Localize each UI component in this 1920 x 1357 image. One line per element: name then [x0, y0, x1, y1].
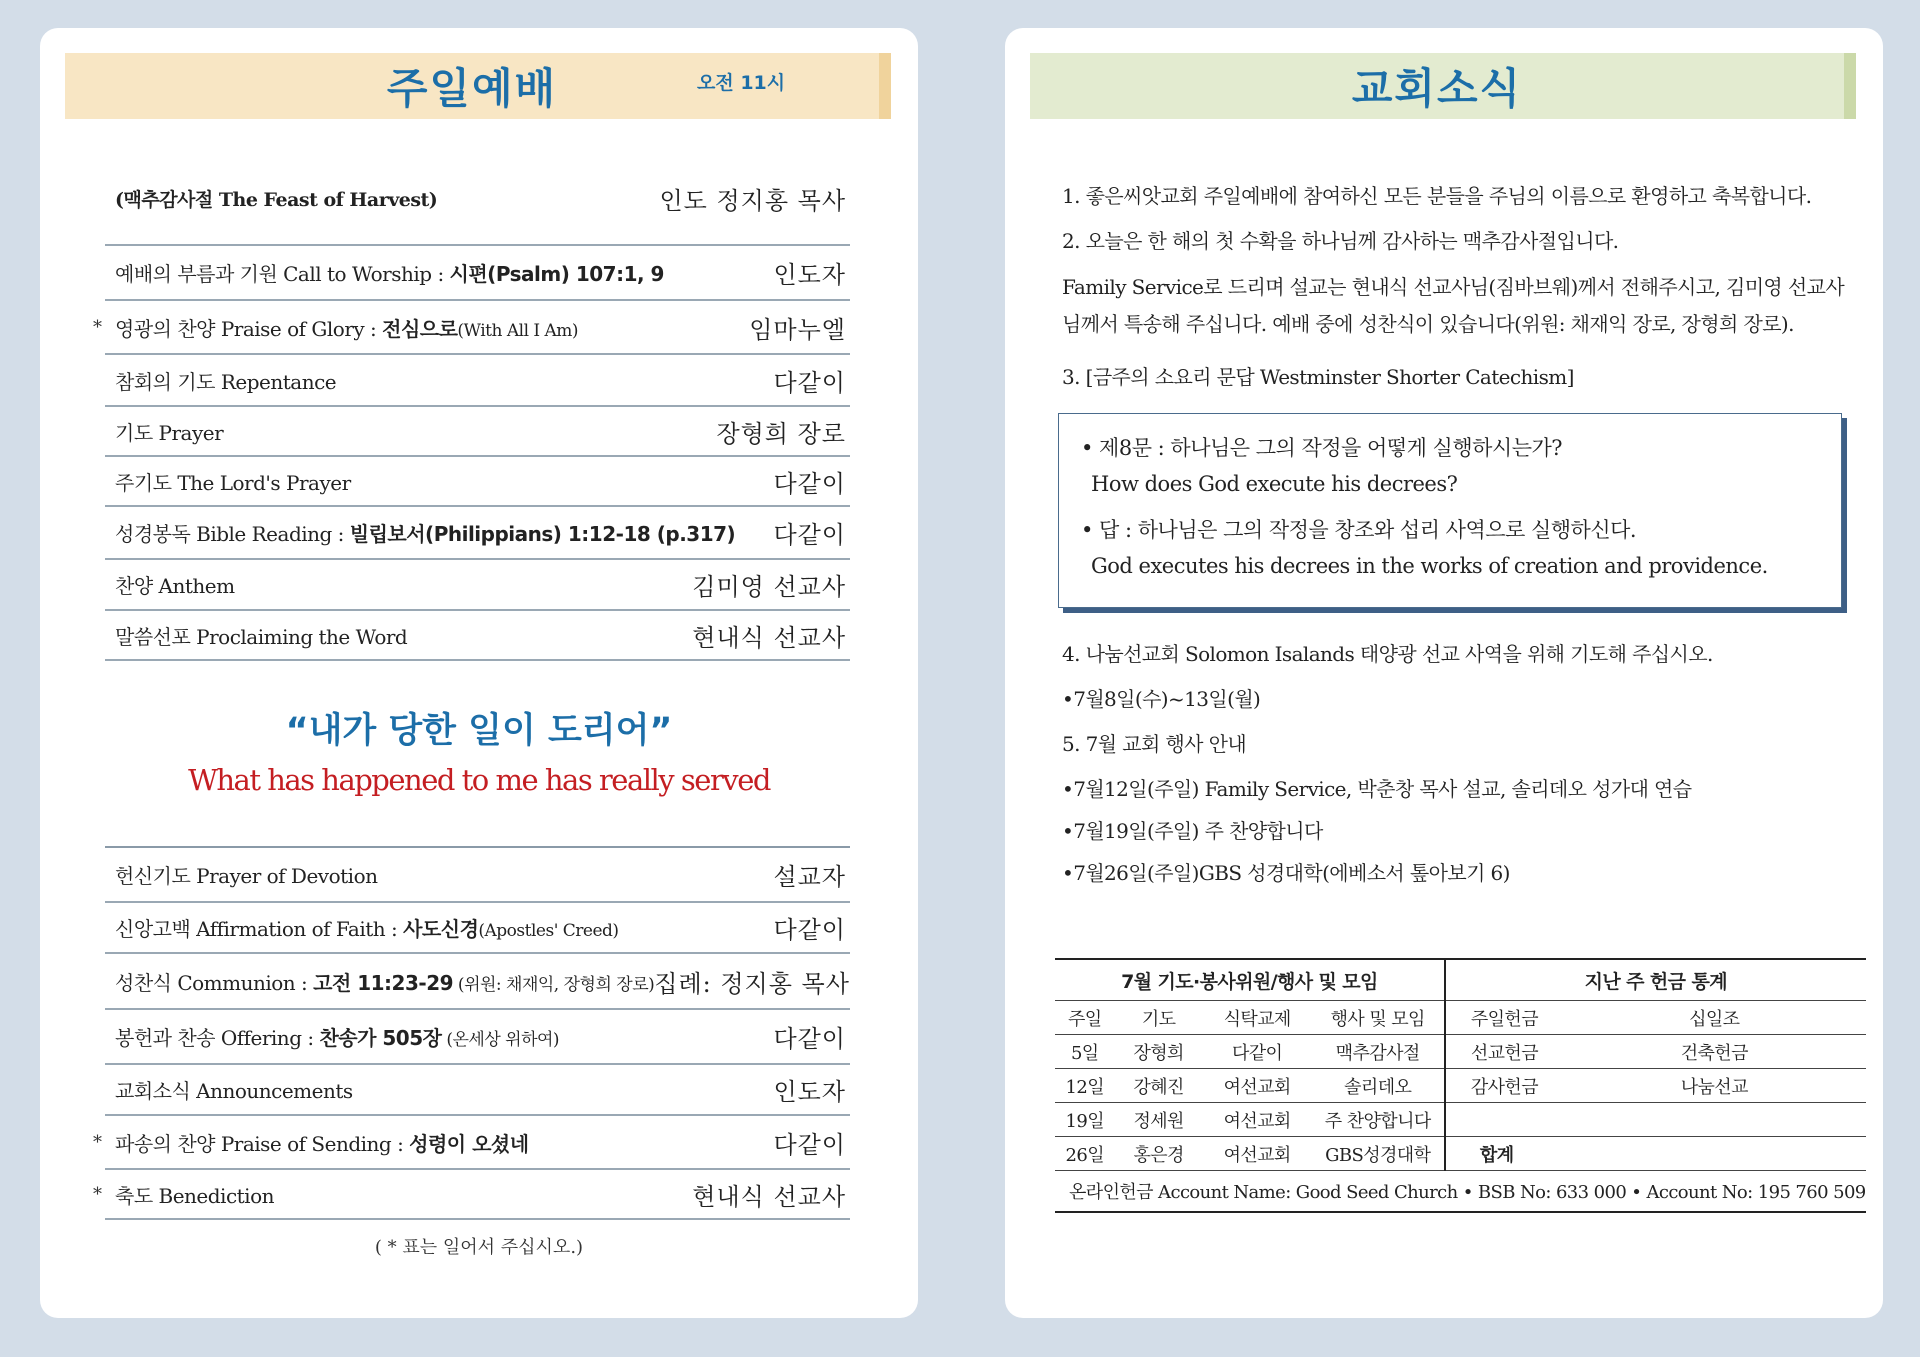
- schedule-cell-date: 5일: [1055, 1035, 1115, 1069]
- order-item-benediction: [115, 1180, 274, 1209]
- schedule-cell-event: GBS성경대학: [1312, 1137, 1445, 1171]
- order-leader: 집례: 정지홍 목사: [654, 969, 850, 998]
- order-row-announcements: [105, 1065, 850, 1116]
- catechism-question-ko: • 제8문 : 하나님은 그의 작정을 어떻게 실행하시는가?: [1081, 436, 1563, 460]
- schedule-cell-offering-1: 선교헌금: [1445, 1035, 1563, 1069]
- feast-name: (맥추감사절 The Feast of Harvest): [115, 189, 438, 211]
- news-item-4: 4. 나눔선교회 Solomon Isalands 태양광 선교 사역을 위해 기도해 주십시오.: [1062, 642, 1713, 666]
- schedule-body: [1055, 1035, 1866, 1171]
- schedule-title-row: [1055, 959, 1866, 1001]
- order-item-announcements: [115, 1075, 353, 1104]
- schedule-cell-offering-2: 건축헌금: [1563, 1035, 1866, 1069]
- order-item-reference: 빌립보서(Philippians) 1:12-18 (p.317): [349, 522, 736, 546]
- schedule-right-title: 지난 주 헌금 통계: [1445, 959, 1866, 1001]
- schedule-cell-event: 맥추감사절: [1312, 1035, 1445, 1069]
- standing-note: ( * 표는 일어서 주십시오.): [374, 1237, 584, 1258]
- order-leader: 장형희 장로: [716, 419, 846, 448]
- offering-header-sunday: 주일헌금: [1445, 1001, 1563, 1035]
- order-item-note: (위원: 채재익, 장형희 장로): [453, 974, 655, 995]
- order-item-text: 성경봉독 Bible Reading :: [115, 522, 350, 546]
- order-item-text: 신앙고백 Affirmation of Faith :: [115, 917, 404, 941]
- feast-leader: 인도 정지홍 목사: [659, 187, 846, 215]
- schedule-cell-prayer: 정세원: [1115, 1103, 1203, 1137]
- schedule-cell-meal: 다같이: [1203, 1035, 1312, 1069]
- news-page: [1005, 28, 1883, 1318]
- order-leader: 설교자: [773, 863, 846, 891]
- schedule-cell-date: 12일: [1055, 1069, 1115, 1103]
- order-row-communion: [105, 954, 850, 1010]
- order-item-praise-of-glory: [115, 313, 578, 342]
- news-item-1: 1. 좋은씨앗교회 주일예배에 참여하신 모든 분들을 주님의 이름으로 환영하고 축복합니다.: [1062, 184, 1812, 208]
- order-row-prayer-of-devotion: [105, 848, 850, 903]
- order-item-text: 교회소식 Announcements: [115, 1079, 353, 1103]
- order-row-praise-of-sending: [93, 1116, 850, 1170]
- order-row-call-to-worship: [105, 246, 850, 301]
- order-item-note: (With All I Am): [457, 320, 579, 341]
- order-leader: 다같이: [773, 1025, 846, 1053]
- schedule-cell-date: 19일: [1055, 1103, 1115, 1137]
- news-title: 교회소식: [1351, 64, 1523, 113]
- schedule-table: [1055, 958, 1866, 1213]
- schedule-row: [1055, 1103, 1866, 1137]
- order-item-praise-of-sending: [115, 1128, 529, 1157]
- news-item-5-event-2: •7월19일(주일) 주 찬양합니다: [1062, 819, 1323, 843]
- order-leader: 다같이: [773, 368, 846, 397]
- order-leader: 다같이: [773, 916, 846, 944]
- catechism-question-en: How does God execute his decrees?: [1091, 472, 1458, 496]
- order-item-text: 축도 Benediction: [115, 1183, 275, 1208]
- order-leader: 다같이: [773, 521, 846, 549]
- schedule-cell-offering-2: 나눔선교: [1563, 1069, 1866, 1103]
- order-item-text: 주기도 The Lord's Prayer: [115, 470, 351, 495]
- order-item-bible-reading: [115, 518, 735, 547]
- order-item-text: 참회의 기도 Repentance: [115, 369, 337, 394]
- schedule-column-header-row: [1055, 1001, 1866, 1035]
- feast-header-row: [105, 153, 850, 246]
- standing-star: *: [93, 1183, 102, 1205]
- news-title-bar: [1030, 53, 1856, 119]
- schedule-cell-meal: 여선교회: [1203, 1137, 1312, 1171]
- order-of-worship-part1: [93, 153, 850, 661]
- order-row-bible-reading: [105, 507, 850, 560]
- schedule-cell-prayer: 홍은경: [1115, 1137, 1203, 1171]
- order-item-reference: 성령이 오셨네: [409, 1131, 529, 1156]
- order-item-note: (온세상 위하여): [441, 1030, 560, 1050]
- order-item-text: 봉헌과 찬송 Offering :: [115, 1026, 320, 1050]
- order-leader: 인도자: [773, 261, 846, 289]
- order-row-benediction: [93, 1170, 850, 1220]
- order-item-note: (Apostles' Creed): [478, 921, 619, 941]
- catechism-answer-ko: • 답 : 하나님은 그의 작정을 창조와 섭리 사역으로 실행하신다.: [1081, 518, 1637, 542]
- order-row-affirmation-of-faith: [105, 903, 850, 954]
- order-item-lords-prayer: [115, 467, 351, 496]
- catechism-answer-en: God executes his decrees in the works of creation and providence.: [1091, 554, 1768, 578]
- column-header-meal: 식탁교제: [1203, 1001, 1312, 1035]
- schedule-cell-meal: 여선교회: [1203, 1069, 1312, 1103]
- order-item-text: 예배의 부름과 기원 Call to Worship :: [115, 262, 450, 286]
- order-row-offering: [105, 1010, 850, 1065]
- order-item-text: 헌신기도 Prayer of Devotion: [115, 864, 378, 888]
- schedule-cell-offering-1: 합계: [1445, 1137, 1563, 1171]
- order-item-call-to-worship: [115, 258, 664, 287]
- sermon-title-korean: “내가 당한 일이 도리어”: [285, 711, 673, 751]
- worship-title: 주일예배: [386, 64, 558, 113]
- standing-star: *: [93, 316, 102, 338]
- order-row-anthem: [105, 560, 850, 611]
- offering-header-tithe: 십일조: [1563, 1001, 1866, 1035]
- schedule-cell-prayer: 강혜진: [1115, 1069, 1203, 1103]
- standing-star: *: [93, 1131, 102, 1153]
- schedule-cell-offering-1: [1445, 1103, 1563, 1137]
- news-item-5-event-3: •7월26일(주일)GBS 성경대학(에베소서 톺아보기 6): [1062, 861, 1510, 885]
- order-item-reference: 시편(Psalm) 107:1, 9: [449, 262, 664, 286]
- order-row-prayer: [105, 407, 850, 457]
- order-leader: 김미영 선교사: [692, 573, 846, 601]
- worship-page: [40, 28, 918, 1318]
- order-item-reference: 고전 11:23-29: [313, 970, 454, 995]
- order-item-text: 찬양 Anthem: [115, 574, 235, 598]
- online-offering: 온라인헌금 Account Name: Good Seed Church • BSB No: 633 000 • Account No: 195 760 509: [1055, 1171, 1866, 1213]
- schedule-cell-offering-2: [1563, 1103, 1866, 1137]
- order-item-text: 영광의 찬양 Praise of Glory :: [115, 316, 383, 341]
- order-item-repentance: [115, 366, 336, 395]
- order-item-prayer: [115, 417, 223, 446]
- column-header-date: 주일: [1055, 1001, 1115, 1035]
- news-item-4-date: •7월8일(수)~13일(월): [1062, 687, 1261, 711]
- schedule-left-title: 7월 기도·봉사위원/행사 및 모임: [1055, 959, 1445, 1001]
- order-item-proclaiming-word: [115, 621, 407, 650]
- order-item-offering: [115, 1022, 559, 1051]
- order-item-prayer-of-devotion: [115, 860, 378, 889]
- order-leader: 임마누엘: [749, 315, 846, 344]
- schedule-row: [1055, 1035, 1866, 1069]
- order-leader: 현내식 선교사: [692, 1182, 846, 1211]
- order-row-proclaiming-word: [105, 611, 850, 661]
- schedule-cell-meal: 여선교회: [1203, 1103, 1312, 1137]
- worship-time: 오전 11시: [697, 72, 786, 94]
- news-item-3: 3. [금주의 소요리 문답 Westminster Shorter Catechism]: [1062, 365, 1574, 389]
- schedule-row: [1055, 1137, 1866, 1171]
- news-item-5: 5. 7월 교회 행사 안내: [1062, 732, 1247, 756]
- order-leader: 다같이: [773, 1130, 846, 1159]
- order-item-reference: 찬송가 505장: [319, 1026, 442, 1050]
- schedule-cell-event: 주 찬양합니다: [1312, 1103, 1445, 1137]
- order-row-praise-of-glory: [93, 301, 850, 355]
- schedule-row: [1055, 1069, 1866, 1103]
- schedule-cell-date: 26일: [1055, 1137, 1115, 1171]
- news-item-2-detail-a: Family Service로 드리며 설교는 현내식 선교사님(짐바브웨)께서 전해주시고, 김미영 선교사: [1062, 275, 1845, 299]
- order-item-affirmation-of-faith: [115, 913, 619, 942]
- news-item-2-detail-b: 님께서 특송해 주십니다. 예배 중에 성찬식이 있습니다(위원: 채재익 장로, 장형희 장로).: [1062, 312, 1794, 336]
- schedule-cell-offering-2: [1563, 1137, 1866, 1171]
- news-item-2: 2. 오늘은 한 해의 첫 수확을 하나님께 감사하는 맥추감사절입니다.: [1062, 229, 1619, 253]
- schedule-cell-event: 솔리데오: [1312, 1069, 1445, 1103]
- order-row-repentance: [105, 355, 850, 407]
- online-offering-row: [1055, 1171, 1866, 1213]
- order-row-lords-prayer: [105, 457, 850, 507]
- order-item-reference: 전심으로: [382, 316, 458, 341]
- order-leader: 인도자: [773, 1078, 846, 1106]
- column-header-prayer: 기도: [1115, 1001, 1203, 1035]
- order-item-text: 성찬식 Communion :: [115, 970, 314, 995]
- news-item-5-event-1: •7월12일(주일) Family Service, 박춘창 목사 설교, 솔리데오 성가대 연습: [1062, 777, 1692, 801]
- order-leader: 현내식 선교사: [692, 623, 846, 652]
- schedule-cell-offering-1: 감사헌금: [1445, 1069, 1563, 1103]
- order-item-text: 파송의 찬양 Praise of Sending :: [115, 1131, 410, 1156]
- order-item-text: 기도 Prayer: [115, 420, 224, 445]
- order-of-worship-part2: [93, 846, 850, 1220]
- order-item-text: 말씀선포 Proclaiming the Word: [115, 624, 408, 649]
- sermon-title-english: What has happened to me has really served: [188, 763, 770, 797]
- order-leader: 다같이: [773, 469, 846, 498]
- catechism-box: [1058, 413, 1842, 608]
- order-item-anthem: [115, 570, 235, 599]
- column-header-event: 행사 및 모임: [1312, 1001, 1445, 1035]
- order-item-communion: [115, 967, 654, 996]
- schedule-cell-prayer: 장형희: [1115, 1035, 1203, 1069]
- order-item-reference: 사도신경: [403, 917, 479, 941]
